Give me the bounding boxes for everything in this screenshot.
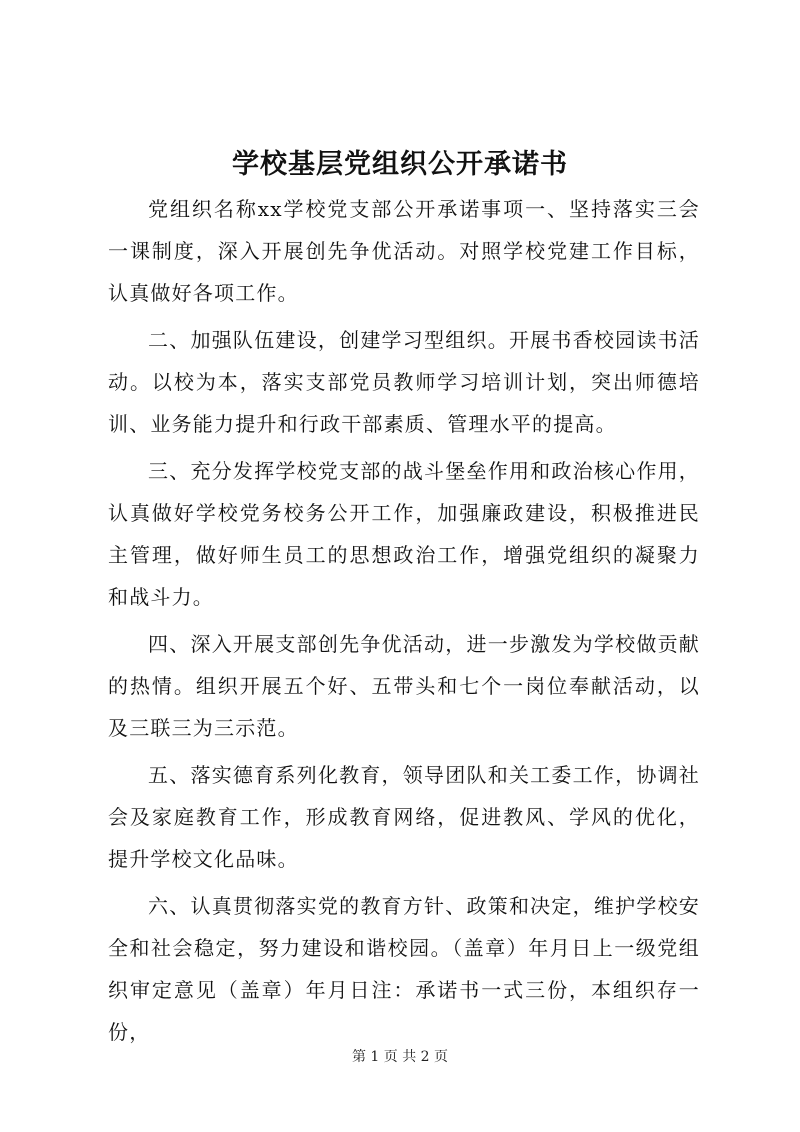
paragraph-4: 四、深入开展支部创先争优活动，进一步激发为学校做贡献的热情。组织开展五个好、五带头和七个一岗位奉献活动，以及三联三为三示范。	[108, 632, 700, 740]
paragraph-2: 二、加强队伍建设，创建学习型组织。开展书香校园读书活动。以校为本，落实支部党员教师学习培训计划，突出师德培训、业务能力提升和行政干部素质、管理水平的提高。	[108, 328, 700, 436]
paragraph-1: 党组织名称xx学校党支部公开承诺事项一、坚持落实三会一课制度，深入开展创先争优活动。对照学校党建工作目标，认真做好各项工作。	[108, 197, 700, 305]
paragraph-5: 五、落实德育系列化教育，领导团队和关工委工作，协调社会及家庭教育工作，形成教育网络，促进教风、学风的优化，提升学校文化品味。	[108, 763, 700, 871]
paragraph-6: 六、认真贯彻落实党的教育方针、政策和决定，维护学校安全和社会稳定，努力建设和谐校园。（盖章）年月日上一级党组织审定意见（盖章）年月日注：承诺书一式三份，本组织存一份，	[108, 894, 700, 1044]
page-footer: 第 1 页 共 2 页	[351, 1049, 449, 1065]
document-body	[108, 188, 700, 1058]
paragraph-3: 三、充分发挥学校党支部的战斗堡垒作用和政治核心作用，认真做好学校党务校务公开工作，加强廉政建设，积极推进民主管理，做好师生员工的思想政治工作，增强党组织的凝聚力和战斗力。	[108, 459, 700, 609]
document-title: 学校基层党组织公开承诺书	[232, 149, 568, 180]
